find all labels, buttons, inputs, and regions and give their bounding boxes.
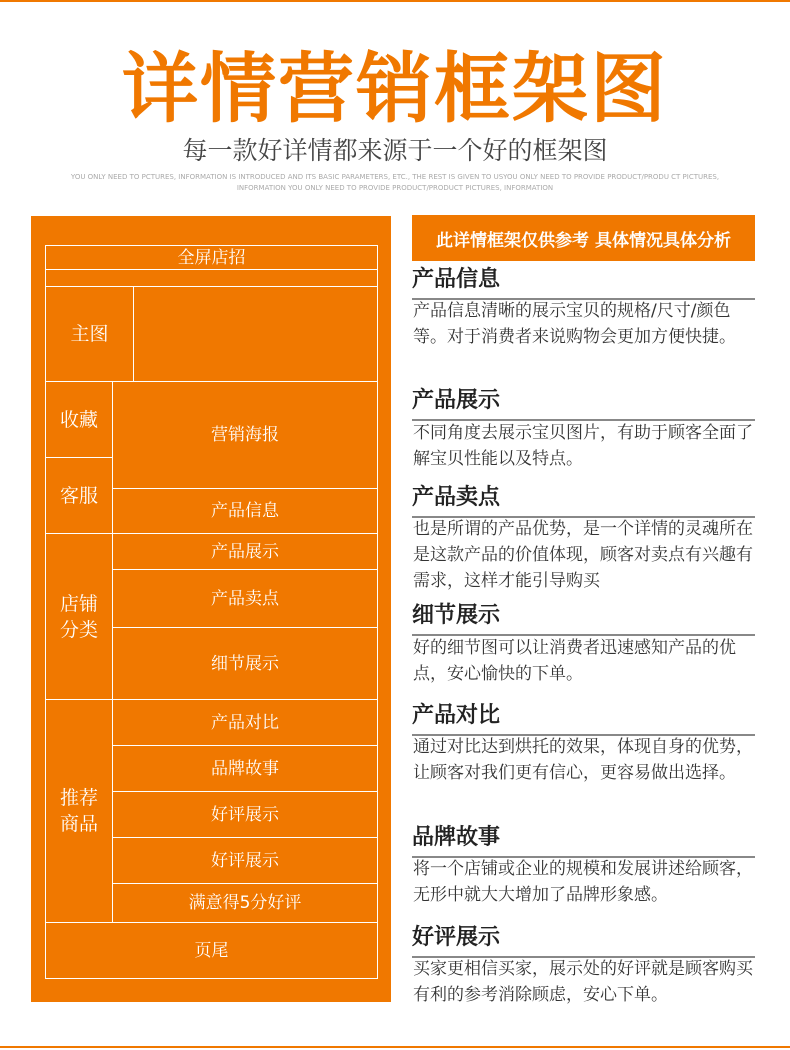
cell-product-compare: 产品对比 [112, 699, 378, 746]
section-body: 产品信息清晰的展示宝贝的规格/尺寸/颜色等。对于消费者来说购物会更加方便快捷。 [413, 301, 736, 347]
section-body: 买家更相信买家，展示处的好评就是顾客购买有利的参考消除顾虑，安心下单。 [413, 959, 753, 1005]
cell-customer-service: 客服 [45, 457, 113, 534]
cell-five-star-review: 满意得5分好评 [112, 883, 378, 923]
cell-review-display-1: 好评展示 [112, 791, 378, 838]
cell-nav-bar [45, 269, 378, 287]
section-body: 也是所谓的产品优势，是一个详情的灵魂所在是这款产品的价值体现，顾客对卖点有兴趣有需求，这样才能引导购买 [413, 519, 753, 591]
framework-diagram [31, 216, 391, 1002]
section-heading: 产品对比 [412, 700, 755, 736]
cell-review-display-2: 好评展示 [112, 837, 378, 884]
section-heading: 产品信息 [412, 264, 755, 300]
shop-category-line1: 店铺 [59, 592, 98, 615]
cell-main-image-area [133, 286, 378, 382]
cell-favorite: 收藏 [45, 381, 113, 458]
cell-brand-story: 品牌故事 [112, 745, 378, 792]
cell-product-info: 产品信息 [112, 488, 378, 534]
cell-detail-display: 细节展示 [112, 627, 378, 700]
section-heading: 产品卖点 [412, 482, 755, 518]
top-divider [0, 0, 790, 2]
cell-shop-sign: 全屏店招 [45, 245, 378, 270]
section-heading: 细节展示 [412, 600, 755, 636]
cell-shop-category [45, 533, 113, 700]
shop-category-line2: 分类 [59, 618, 98, 641]
section-heading: 产品展示 [412, 385, 755, 421]
section-heading: 品牌故事 [412, 822, 755, 858]
cell-footer: 页尾 [45, 922, 378, 979]
section-body: 好的细节图可以让消费者迅速感知产品的优点，安心愉快的下单。 [413, 638, 736, 684]
cell-recommend [45, 699, 113, 923]
section-body: 不同角度去展示宝贝图片，有助于顾客全面了解宝贝性能以及特点。 [413, 423, 753, 469]
recommend-line1: 推荐 [59, 787, 98, 809]
cell-main-image-label: 主图 [45, 286, 134, 382]
section-heading: 好评展示 [412, 922, 755, 958]
cell-selling-points: 产品卖点 [112, 569, 378, 628]
cell-product-display: 产品展示 [112, 533, 378, 570]
reference-banner: 此详情框架仅供参考 具体情况具体分析 [412, 215, 755, 261]
section-body: 将一个店铺或企业的规模和发展讲述给顾客，无形中就大大增加了品牌形象感。 [413, 859, 753, 905]
english-caption: YOU ONLY NEED TO PCTURES, INFORMATION IS INTRODUCED AND ITS BASIC PARAMETERS, ETC., THE REST IS GIVEN TO USYOU ONLY NEED TO PROVIDE PRODUCT/PRODU CT PICTURES, INFORMATION YOU ONLY NEED TO PROVIDE PRODUCT/PRODUCT PICTURES, INFORMATION [70, 173, 720, 192]
cell-marketing-poster: 营销海报 [112, 381, 378, 489]
page-title: 详情营销框架图 [122, 44, 668, 133]
bottom-divider [0, 1046, 790, 1048]
page-subtitle: 每一款好详情都来源于一个好的框架图 [182, 136, 608, 165]
recommend-line2: 商品 [59, 813, 98, 835]
section-body: 通过对比达到烘托的效果，体现自身的优势，让顾客对我们更有信心，更容易做出选择。 [413, 737, 753, 783]
